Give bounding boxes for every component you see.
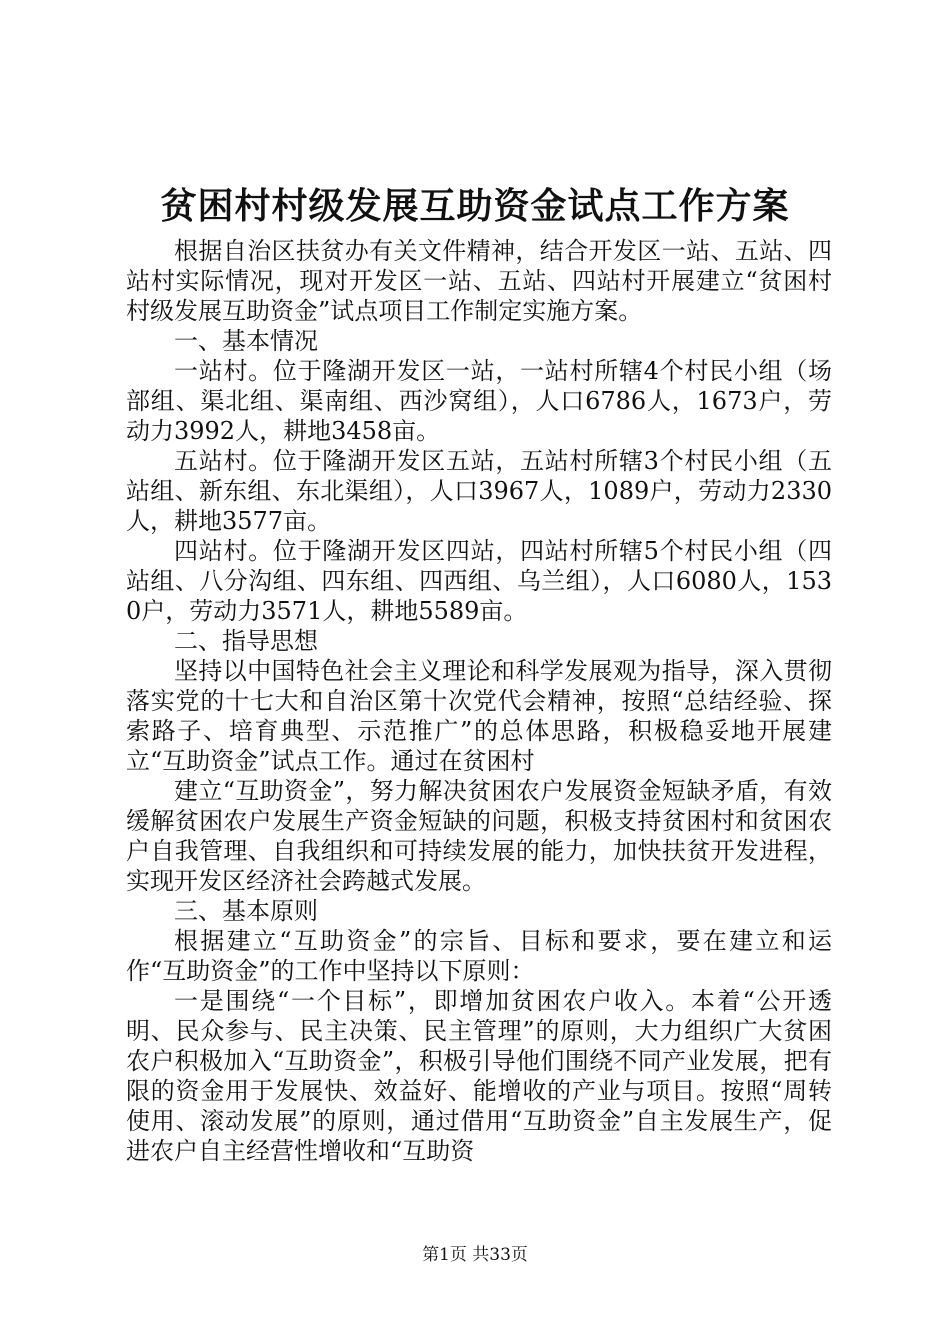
- paragraph: 根据自治区扶贫办有关文件精神，结合开发区一站、五站、四站村实际情况，现对开发区一站、五站、四站村开展建立“贫困村村级发展互助资金”试点项目工作制定实施方案。: [126, 237, 832, 325]
- paragraph: 建立“互助资金”，努力解决贫困农户发展资金短缺矛盾，有效缓解贫困农户发展生产资金短缺的问题，积极支持贫困村和贫困农户自我管理、自我组织和可持续发展的能力，加快扶贫开发进程，实现开发区经济社会跨越式发展。: [126, 777, 832, 895]
- paragraph: 一站村。位于隆湖开发区一站，一站村所辖4个村民小组（场部组、渠北组、渠南组、西沙窝组），人口6786人，1673户，劳动力3992人，耕地3458亩。: [126, 357, 832, 445]
- page-footer: 第1页 共33页: [422, 1245, 528, 1265]
- section-heading: 三、基本原则: [174, 897, 318, 925]
- paragraph: 五站村。位于隆湖开发区五站，五站村所辖3个村民小组（五站组、新东组、东北渠组），人口3967人，1089户，劳动力2330人，耕地3577亩。: [126, 447, 832, 535]
- section-heading: 二、指导思想: [174, 627, 318, 655]
- paragraph: 一是围绕“一个目标”，即增加贫困农户收入。本着“公开透明、民众参与、民主决策、民主管理”的原则，大力组织广大贫困农户积极加入“互助资金”，积极引导他们围绕不同产业发展，把有限的资金用于发展快、效益好、能增收的产业与项目。按照“周转使用、滚动发展”的原则，通过借用“互助资金”自主发展生产，促进农户自主经营性增收和“互助资: [126, 987, 832, 1165]
- paragraph: 根据建立“互助资金”的宗旨、目标和要求，要在建立和运作“互助资金”的工作中坚持以下原则：: [126, 927, 832, 985]
- document-title: 贫困村村级发展互助资金试点工作方案: [160, 186, 790, 227]
- paragraph: 四站村。位于隆湖开发区四站，四站村所辖5个村民小组（四站组、八分沟组、四东组、四西组、乌兰组），人口6080人，1530户，劳动力3571人，耕地5589亩。: [126, 537, 832, 625]
- section-heading: 一、基本情况: [174, 327, 318, 355]
- paragraph: 坚持以中国特色社会主义理论和科学发展观为指导，深入贯彻落实党的十七大和自治区第十次党代会精神，按照“总结经验、探索路子、培育典型、示范推广”的总体思路，积极稳妥地开展建立“互助资金”试点工作。通过在贫困村: [126, 657, 832, 775]
- document-body: [126, 236, 832, 1166]
